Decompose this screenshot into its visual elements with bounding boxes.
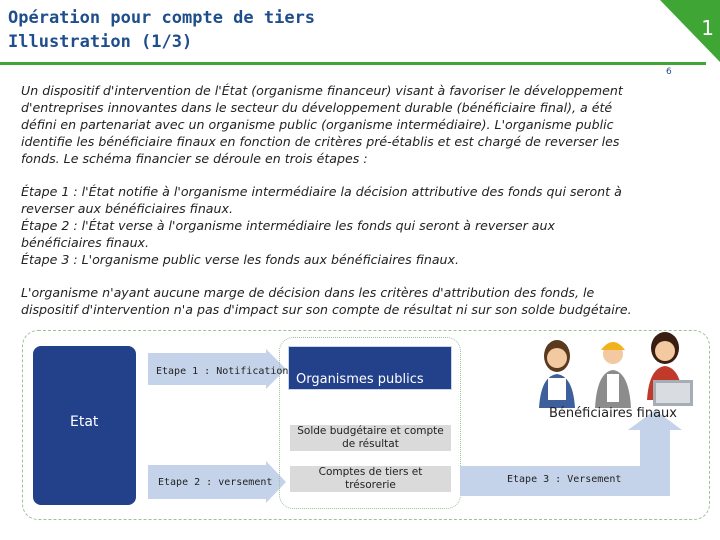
- intro-line: défini en partenariat avec un organisme public (organisme intermédiaire). L'organisme public: [21, 117, 614, 132]
- slide-title: [8, 6, 315, 54]
- etat-label: Etat: [70, 414, 99, 430]
- steps-line: Étape 1 : l'État notifie à l'organisme intermédiaire la décision attributive des fonds qui seront à: [21, 184, 622, 199]
- comptes-box: [290, 466, 451, 492]
- step3-label: Etape 3 : Versement: [507, 474, 622, 485]
- solde-box: [290, 425, 451, 451]
- beneficiaires-label: Bénéficiaires finaux: [549, 406, 677, 421]
- conclusion-line: L'organisme n'ayant aucune marge de décision dans les critères d'attribution des fonds, le: [21, 285, 595, 300]
- comptes-line: Comptes de tiers et: [318, 466, 423, 478]
- intro-line: identifie les bénéficiaire finaux en fonction de critères pré-établis et est chargé de reverser les: [21, 134, 620, 149]
- steps-line: bénéficiaires finaux.: [21, 235, 150, 250]
- steps-line: Étape 3 : L'organisme public verse les fonds aux bénéficiaires finaux.: [21, 252, 459, 267]
- intro-paragraph: [21, 82, 702, 167]
- title-line-1: Opération pour compte de tiers: [8, 8, 316, 28]
- solde-line: de résultat: [342, 438, 399, 450]
- conclusion-paragraph: [21, 284, 702, 318]
- beneficiaries-people-icon: [535, 330, 700, 408]
- solde-line: Solde budgétaire et compte: [297, 425, 444, 437]
- slide-number: 1: [701, 16, 714, 40]
- title-line-2: Illustration (1/3): [8, 32, 193, 52]
- step2-label: Etape 2 : versement: [158, 477, 273, 488]
- intro-line: fonds. Le schéma financier se déroule en trois étapes :: [21, 151, 368, 166]
- intro-line: d'entreprises innovantes dans le secteur du développement durable (bénéficiaire final), a été: [21, 100, 613, 115]
- steps-line: reverser aux bénéficiaires finaux.: [21, 201, 233, 216]
- steps-line: Étape 2 : l'État verse à l'organisme intermédiaire les fonds qui seront à reverser aux: [21, 218, 555, 233]
- header-rule: [0, 62, 706, 65]
- organismes-label: Organismes publics: [296, 372, 424, 387]
- conclusion-line: dispositif d'intervention n'a pas d'impact sur son compte de résultat ni sur son solde budgétaire.: [21, 302, 632, 317]
- intro-line: Un dispositif d'intervention de l'État (organisme financeur) visant à favoriser le développement: [21, 83, 623, 98]
- step1-label: Etape 1 : Notification: [156, 366, 289, 377]
- steps-paragraph: [21, 183, 702, 268]
- page-number: 6: [666, 67, 672, 77]
- comptes-line: trésorerie: [345, 479, 396, 491]
